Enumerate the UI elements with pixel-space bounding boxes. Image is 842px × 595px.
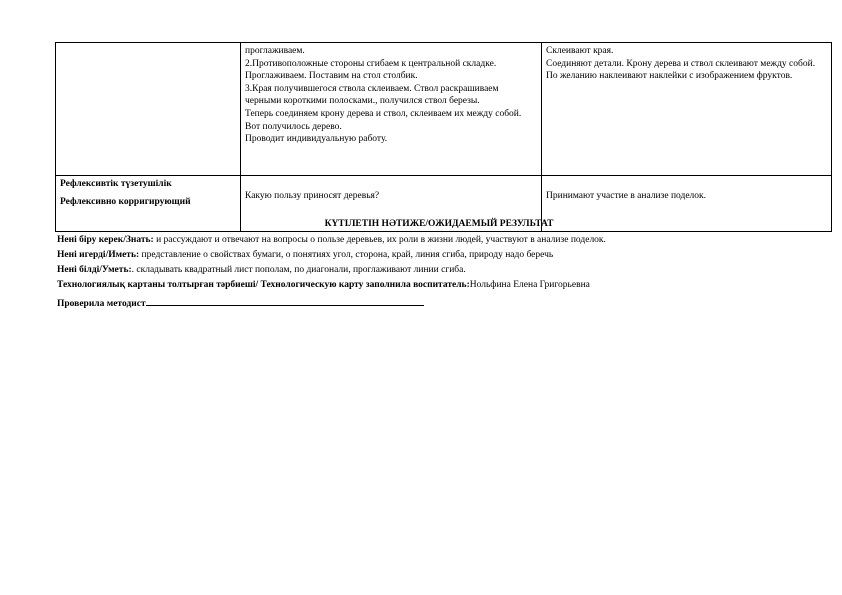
teacher-step-text: 2.Противоположные стороны сгибаем к центральной складке. Проглаживаем. Поставим на стол столбик. bbox=[245, 58, 497, 82]
stage-label-kz: Рефлексивтік түзетушілік bbox=[60, 179, 172, 189]
result-line-know bbox=[57, 235, 606, 245]
checked-by-line bbox=[57, 296, 424, 309]
lesson-table bbox=[55, 42, 832, 232]
result-text: . складывать квадратный лист пополам, по диагонали, проглаживают линии сгиба. bbox=[131, 265, 466, 275]
result-line-able bbox=[57, 265, 466, 275]
teacher-step-text: 3.Края получившегося ствола склеиваем. Ствол раскрашиваем черными короткими полосками., получился ствол березы. bbox=[245, 83, 499, 107]
filled-by-line bbox=[57, 280, 590, 290]
teacher-step-text: проглаживаем. bbox=[245, 46, 305, 56]
children-step-text: Склеивают края. bbox=[546, 46, 614, 56]
table-cell-teacher-activity: Какую пользу приносят деревья? bbox=[241, 176, 542, 232]
result-label: Нені біру керек/Знать: bbox=[57, 235, 154, 245]
result-text: и рассуждают и отвечают на вопросы о пользе деревьев, их роли в жизни людей, участвуют в анализе поделок. bbox=[153, 235, 606, 245]
filled-by-label: Технологиялық картаны толтырған тәрбиеші/ Технологическую карту заполнила воспитатель: bbox=[57, 280, 470, 290]
result-label: Нені білді/Уметь: bbox=[57, 265, 132, 275]
table-cell-children-activity: Принимают участие в анализе поделок. bbox=[542, 176, 832, 232]
result-text: представление о свойствах бумаги, о понятиях угол, сторона, край, линия сгиба, природу надо беречь bbox=[139, 250, 554, 260]
expected-result-heading: КҮТІЛЕТІН НӘТИЖЕ/ОЖИДАЕМЫЙ РЕЗУЛЬТАТ bbox=[324, 219, 554, 229]
table-cell-teacher-activity bbox=[241, 43, 542, 176]
signature-blank bbox=[146, 296, 424, 306]
checked-by-label: Проверила методист bbox=[57, 299, 146, 309]
stage-label-ru: Рефлексивно корригирующий bbox=[60, 196, 191, 207]
result-line-have bbox=[57, 250, 553, 260]
table-cell-stage bbox=[56, 43, 241, 176]
teacher-name: Нольфина Елена Григорьевна bbox=[469, 280, 590, 290]
table-cell-children-activity bbox=[542, 43, 832, 176]
teacher-step-text: Проводит индивидуальную работу. bbox=[245, 134, 388, 145]
teacher-step-text: Теперь соединяем крону дерева и ствол, склеиваем их между собой. Вот получилось дерево. bbox=[245, 108, 522, 132]
result-label: Нені игерді/Иметь: bbox=[57, 250, 140, 260]
table-row bbox=[56, 43, 832, 176]
children-step-text: По желанию наклеивают наклейки с изображением фруктов. bbox=[546, 71, 793, 82]
children-step-text: Соединяют детали. Крону дерева и ствол склеивают между собой. bbox=[546, 58, 816, 69]
